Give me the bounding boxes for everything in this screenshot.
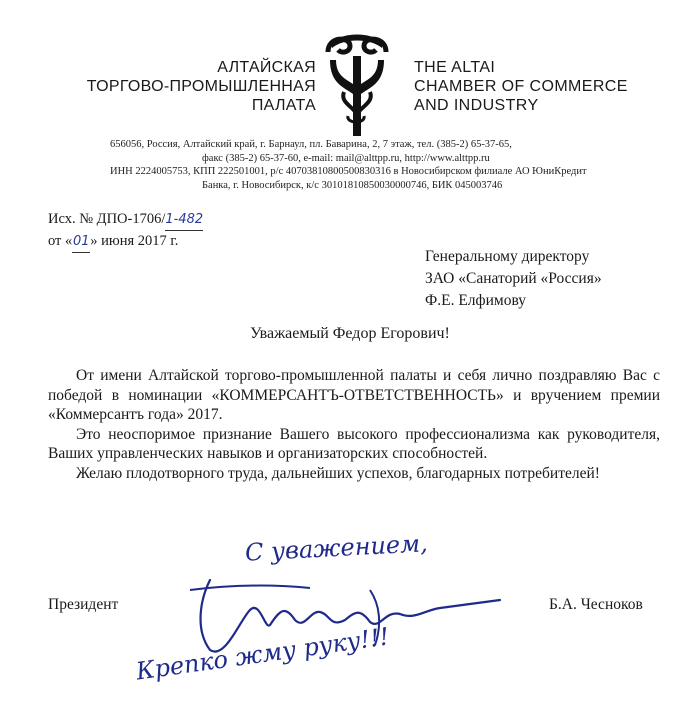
caduceus-logo-icon xyxy=(322,30,392,138)
reference-number-prefix: Исх. № ДПО-1706/ xyxy=(48,211,166,227)
signatory-title: Президент xyxy=(48,596,119,613)
org-name-en-line-1: THE ALTAI xyxy=(414,59,496,76)
org-name-english xyxy=(414,58,694,115)
recipient-block xyxy=(425,246,602,312)
letter-body xyxy=(48,366,660,483)
signatory-name: Б.А. Чесноков xyxy=(549,596,643,613)
org-name-ru-line-2: ТОРГОВО-ПРОМЫШЛЕННАЯ xyxy=(86,78,316,95)
recipient-position: Генеральному директору xyxy=(425,248,590,265)
body-paragraph-2: Это неоспоримое признание Вашего высокого профессионализма как руководителя, Ваших управленческих навыков и организаторских способностей. xyxy=(48,425,660,462)
recipient-company: ЗАО «Санаторий «Россия» xyxy=(425,270,602,287)
contact-details xyxy=(110,138,620,192)
handwritten-handshake-note: Крепко жму руку!!! xyxy=(134,622,391,686)
reference-number xyxy=(48,209,203,231)
reference-date xyxy=(48,231,203,253)
org-name-en-line-2: CHAMBER OF COMMERCE xyxy=(414,78,628,95)
contact-line-fax-email: факс (385-2) 65-37-60, e-mail: mail@alttpp.ru, http://www.alttpp.ru xyxy=(202,152,490,164)
reference-date-day: 01 xyxy=(72,232,90,253)
org-name-russian xyxy=(16,58,316,115)
body-paragraph-1: От имени Алтайской торгово-промышленной палаты и себя лично поздравляю Вас с победой в номинации «КОММЕРСАНТЪ-ОТВЕТСТВЕННОСТЬ» и вручением премии «Коммерсантъ года» 2017. xyxy=(48,367,660,423)
reference-number-handwritten: 1-482 xyxy=(165,210,203,231)
outgoing-reference xyxy=(48,209,203,253)
org-name-ru-line-1: АЛТАЙСКАЯ xyxy=(217,59,316,76)
body-paragraph-3: Желаю плодотворного труда, дальнейших успехов, благодарных потребителей! xyxy=(76,464,600,482)
reference-date-prefix: от « xyxy=(48,233,73,249)
recipient-name: Ф.Е. Елфимову xyxy=(425,292,526,309)
contact-line-bank: ИНН 2224005753, КПП 222501001, р/с 40703810800500830316 в Новосибирском филиале АО ЮниКредит xyxy=(110,166,587,178)
salutation: Уважаемый Федор Егорович! xyxy=(250,325,450,342)
contact-line-address: 656056, Россия, Алтайский край, г. Барнаул, пл. Баварина, 2, 7 этаж, тел. (385-2) 65-37-65, xyxy=(110,139,512,150)
org-name-en-line-3: AND INDUSTRY xyxy=(414,97,539,114)
reference-date-suffix: » июня 2017 г. xyxy=(90,233,179,249)
contact-line-bank-details: Банка, г. Новосибирск, к/с 30101810850030000746, БИК 045003746 xyxy=(202,179,503,191)
org-name-ru-line-3: ПАЛАТА xyxy=(251,97,316,114)
handwritten-regards: С уважением, xyxy=(244,529,429,567)
